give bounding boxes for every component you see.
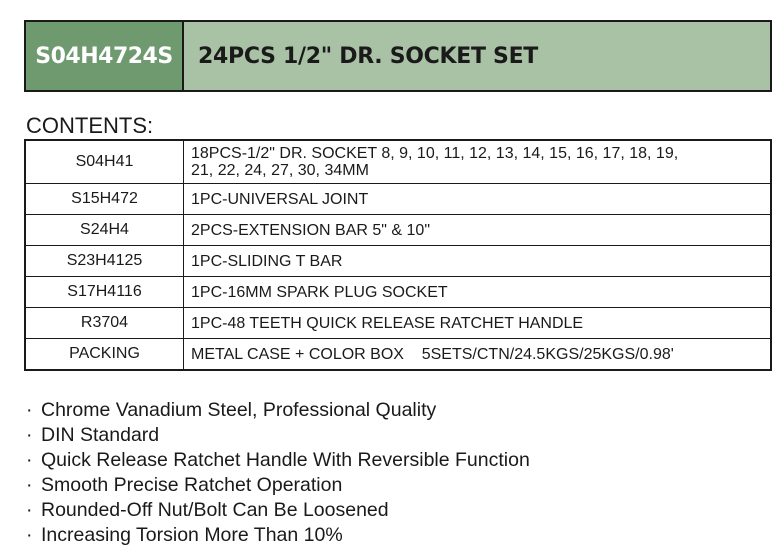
part-code: S15H472 (25, 184, 184, 215)
bullet-icon: · (26, 524, 33, 546)
feature-list (24, 398, 530, 548)
table-row (25, 184, 771, 215)
part-description: 1PC-UNIVERSAL JOINT (184, 184, 772, 215)
bullet-icon: · (26, 474, 33, 496)
feature-item (24, 423, 530, 448)
bullet-icon: · (26, 399, 33, 421)
contents-table (24, 139, 772, 371)
product-header (24, 20, 772, 92)
feature-text: DIN Standard (41, 424, 160, 446)
product-code: S04H4724S (26, 22, 184, 90)
table-row (25, 277, 771, 308)
part-description: 1PC-SLIDING T BAR (184, 246, 772, 277)
bullet-icon: · (26, 424, 33, 446)
part-description (184, 140, 772, 184)
part-description: 2PCS-EXTENSION BAR 5" & 10" (184, 215, 772, 246)
table-row (25, 339, 771, 371)
feature-item (24, 473, 530, 498)
part-description-line: 18PCS-1/2" DR. SOCKET 8, 9, 10, 11, 12, 13, 14, 15, 16, 17, 18, 19, (191, 145, 679, 162)
feature-item (24, 398, 530, 423)
part-code: S17H4116 (25, 277, 184, 308)
table-row (25, 308, 771, 339)
part-code: S24H4 (25, 215, 184, 246)
table-row (25, 215, 771, 246)
part-description: 1PC-16MM SPARK PLUG SOCKET (184, 277, 772, 308)
table-row (25, 140, 771, 184)
part-description-line: 21, 22, 24, 27, 30, 34MM (191, 162, 369, 179)
feature-text: Increasing Torsion More Than 10% (41, 524, 343, 546)
table-row (25, 246, 771, 277)
part-code: R3704 (25, 308, 184, 339)
feature-text: Smooth Precise Ratchet Operation (41, 474, 343, 496)
feature-item (24, 498, 530, 523)
feature-text: Rounded-Off Nut/Bolt Can Be Loosened (41, 499, 389, 521)
packing-label: PACKING (25, 339, 184, 371)
product-title: 24PCS 1/2" DR. SOCKET SET (198, 43, 539, 69)
bullet-icon: · (26, 449, 33, 471)
feature-item (24, 523, 530, 548)
packing-description: METAL CASE + COLOR BOX 5SETS/CTN/24.5KGS/25KGS/0.98' (184, 339, 772, 371)
feature-text: Quick Release Ratchet Handle With Reversible Function (41, 449, 530, 471)
part-code: S04H41 (25, 140, 184, 184)
part-description: 1PC-48 TEETH QUICK RELEASE RATCHET HANDLE (184, 308, 772, 339)
feature-item (24, 448, 530, 473)
contents-label: CONTENTS: (26, 113, 154, 138)
bullet-icon: · (26, 499, 33, 521)
feature-text: Chrome Vanadium Steel, Professional Quality (41, 399, 437, 421)
part-code: S23H4125 (25, 246, 184, 277)
